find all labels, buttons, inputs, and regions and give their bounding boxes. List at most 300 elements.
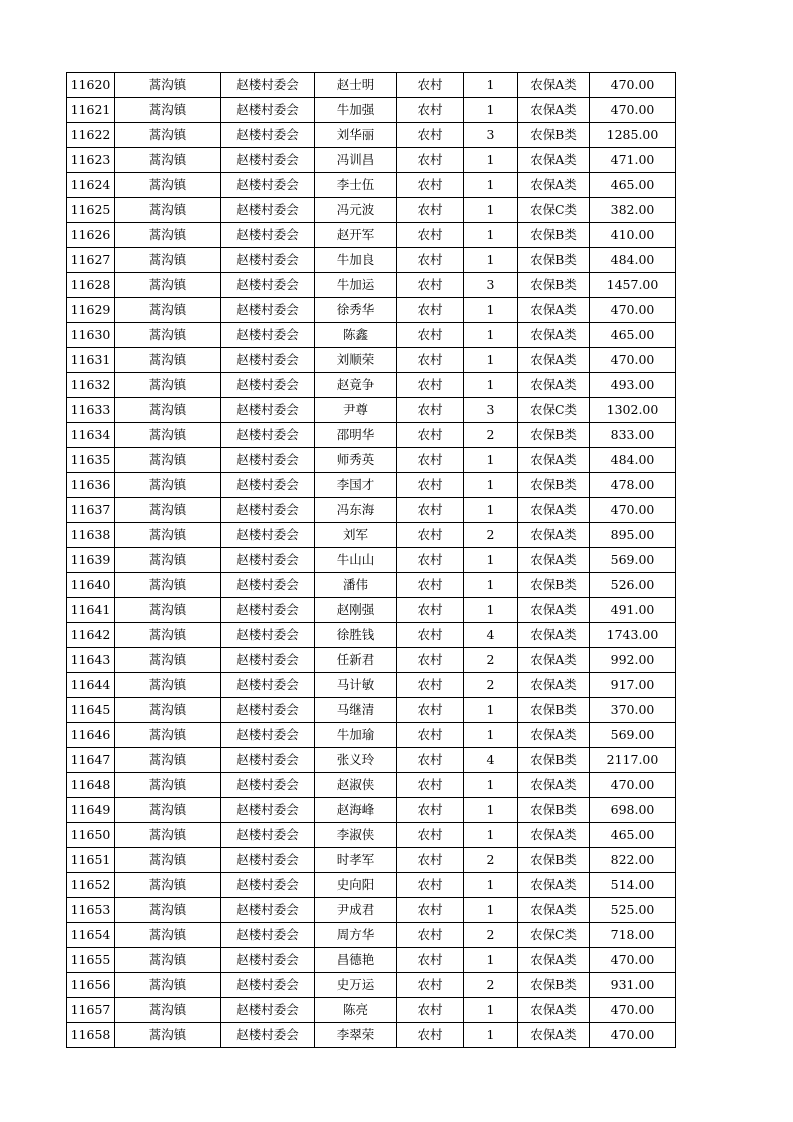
- village-committee-cell: 赵楼村委会: [221, 598, 315, 623]
- village-committee-cell: 赵楼村委会: [221, 798, 315, 823]
- row-id-cell: 11620: [67, 73, 115, 98]
- category-cell: 农保B类: [518, 698, 590, 723]
- category-cell: 农保A类: [518, 673, 590, 698]
- town-cell: 蒿沟镇: [115, 573, 221, 598]
- town-cell: 蒿沟镇: [115, 123, 221, 148]
- area-type-cell: 农村: [397, 873, 464, 898]
- name-cell: 李淑侠: [315, 823, 397, 848]
- area-type-cell: 农村: [397, 998, 464, 1023]
- amount-cell: 526.00: [590, 573, 676, 598]
- name-cell: 牛山山: [315, 548, 397, 573]
- row-id-cell: 11627: [67, 248, 115, 273]
- table-row: [67, 148, 676, 173]
- name-cell: 刘顺荣: [315, 348, 397, 373]
- name-cell: 徐秀华: [315, 298, 397, 323]
- household-size-cell: 1: [464, 173, 518, 198]
- name-cell: 赵开军: [315, 223, 397, 248]
- amount-cell: 895.00: [590, 523, 676, 548]
- name-cell: 尹成君: [315, 898, 397, 923]
- amount-cell: 470.00: [590, 348, 676, 373]
- row-id-cell: 11649: [67, 798, 115, 823]
- household-size-cell: 2: [464, 423, 518, 448]
- village-committee-cell: 赵楼村委会: [221, 1023, 315, 1048]
- area-type-cell: 农村: [397, 948, 464, 973]
- amount-cell: 1285.00: [590, 123, 676, 148]
- village-committee-cell: 赵楼村委会: [221, 148, 315, 173]
- name-cell: 赵海峰: [315, 798, 397, 823]
- category-cell: 农保A类: [518, 523, 590, 548]
- category-cell: 农保B类: [518, 423, 590, 448]
- amount-cell: 410.00: [590, 223, 676, 248]
- household-size-cell: 3: [464, 123, 518, 148]
- village-committee-cell: 赵楼村委会: [221, 248, 315, 273]
- category-cell: 农保A类: [518, 373, 590, 398]
- amount-cell: 698.00: [590, 798, 676, 823]
- name-cell: 陈鑫: [315, 323, 397, 348]
- village-committee-cell: 赵楼村委会: [221, 873, 315, 898]
- row-id-cell: 11652: [67, 873, 115, 898]
- name-cell: 史万运: [315, 973, 397, 998]
- category-cell: 农保B类: [518, 273, 590, 298]
- amount-cell: 1302.00: [590, 398, 676, 423]
- town-cell: 蒿沟镇: [115, 748, 221, 773]
- town-cell: 蒿沟镇: [115, 448, 221, 473]
- household-size-cell: 1: [464, 498, 518, 523]
- village-committee-cell: 赵楼村委会: [221, 173, 315, 198]
- village-committee-cell: 赵楼村委会: [221, 823, 315, 848]
- household-size-cell: 1: [464, 348, 518, 373]
- row-id-cell: 11633: [67, 398, 115, 423]
- household-size-cell: 2: [464, 673, 518, 698]
- row-id-cell: 11644: [67, 673, 115, 698]
- amount-cell: 514.00: [590, 873, 676, 898]
- name-cell: 昌德艳: [315, 948, 397, 973]
- household-size-cell: 2: [464, 923, 518, 948]
- row-id-cell: 11645: [67, 698, 115, 723]
- name-cell: 冯元波: [315, 198, 397, 223]
- amount-cell: 931.00: [590, 973, 676, 998]
- row-id-cell: 11635: [67, 448, 115, 473]
- table-row: [67, 748, 676, 773]
- name-cell: 陈亮: [315, 998, 397, 1023]
- household-size-cell: 1: [464, 948, 518, 973]
- area-type-cell: 农村: [397, 173, 464, 198]
- village-committee-cell: 赵楼村委会: [221, 423, 315, 448]
- table-row: [67, 573, 676, 598]
- area-type-cell: 农村: [397, 523, 464, 548]
- table-row: [67, 98, 676, 123]
- town-cell: 蒿沟镇: [115, 348, 221, 373]
- category-cell: 农保A类: [518, 148, 590, 173]
- category-cell: 农保A类: [518, 1023, 590, 1048]
- household-size-cell: 1: [464, 823, 518, 848]
- name-cell: 张义玲: [315, 748, 397, 773]
- table-row: [67, 373, 676, 398]
- household-size-cell: 1: [464, 323, 518, 348]
- village-committee-cell: 赵楼村委会: [221, 223, 315, 248]
- village-committee-cell: 赵楼村委会: [221, 948, 315, 973]
- village-committee-cell: 赵楼村委会: [221, 373, 315, 398]
- household-size-cell: 1: [464, 1023, 518, 1048]
- village-committee-cell: 赵楼村委会: [221, 198, 315, 223]
- town-cell: 蒿沟镇: [115, 523, 221, 548]
- area-type-cell: 农村: [397, 598, 464, 623]
- row-id-cell: 11623: [67, 148, 115, 173]
- area-type-cell: 农村: [397, 498, 464, 523]
- name-cell: 师秀英: [315, 448, 397, 473]
- village-committee-cell: 赵楼村委会: [221, 548, 315, 573]
- town-cell: 蒿沟镇: [115, 198, 221, 223]
- town-cell: 蒿沟镇: [115, 773, 221, 798]
- category-cell: 农保A类: [518, 498, 590, 523]
- row-id-cell: 11648: [67, 773, 115, 798]
- village-committee-cell: 赵楼村委会: [221, 573, 315, 598]
- row-id-cell: 11621: [67, 98, 115, 123]
- area-type-cell: 农村: [397, 423, 464, 448]
- name-cell: 马计敏: [315, 673, 397, 698]
- category-cell: 农保A类: [518, 898, 590, 923]
- area-type-cell: 农村: [397, 673, 464, 698]
- name-cell: 徐胜钱: [315, 623, 397, 648]
- village-committee-cell: 赵楼村委会: [221, 648, 315, 673]
- area-type-cell: 农村: [397, 698, 464, 723]
- category-cell: 农保A类: [518, 298, 590, 323]
- category-cell: 农保A类: [518, 98, 590, 123]
- category-cell: 农保A类: [518, 998, 590, 1023]
- name-cell: 赵士明: [315, 73, 397, 98]
- table-row: [67, 298, 676, 323]
- area-type-cell: 农村: [397, 973, 464, 998]
- amount-cell: 465.00: [590, 323, 676, 348]
- table-row: [67, 898, 676, 923]
- village-committee-cell: 赵楼村委会: [221, 98, 315, 123]
- name-cell: 赵竟争: [315, 373, 397, 398]
- row-id-cell: 11643: [67, 648, 115, 673]
- town-cell: 蒿沟镇: [115, 998, 221, 1023]
- town-cell: 蒿沟镇: [115, 148, 221, 173]
- category-cell: 农保B类: [518, 473, 590, 498]
- town-cell: 蒿沟镇: [115, 823, 221, 848]
- village-committee-cell: 赵楼村委会: [221, 773, 315, 798]
- row-id-cell: 11650: [67, 823, 115, 848]
- household-size-cell: 1: [464, 723, 518, 748]
- town-cell: 蒿沟镇: [115, 423, 221, 448]
- town-cell: 蒿沟镇: [115, 273, 221, 298]
- row-id-cell: 11654: [67, 923, 115, 948]
- household-size-cell: 4: [464, 748, 518, 773]
- table-row: [67, 498, 676, 523]
- town-cell: 蒿沟镇: [115, 98, 221, 123]
- town-cell: 蒿沟镇: [115, 848, 221, 873]
- area-type-cell: 农村: [397, 823, 464, 848]
- amount-cell: 382.00: [590, 198, 676, 223]
- name-cell: 任新君: [315, 648, 397, 673]
- amount-cell: 1743.00: [590, 623, 676, 648]
- town-cell: 蒿沟镇: [115, 723, 221, 748]
- town-cell: 蒿沟镇: [115, 873, 221, 898]
- amount-cell: 833.00: [590, 423, 676, 448]
- category-cell: 农保B类: [518, 223, 590, 248]
- table-row: [67, 648, 676, 673]
- name-cell: 史向阳: [315, 873, 397, 898]
- table-row: [67, 248, 676, 273]
- name-cell: 赵淑侠: [315, 773, 397, 798]
- row-id-cell: 11631: [67, 348, 115, 373]
- row-id-cell: 11625: [67, 198, 115, 223]
- village-committee-cell: 赵楼村委会: [221, 498, 315, 523]
- category-cell: 农保A类: [518, 823, 590, 848]
- table-row: [67, 73, 676, 98]
- row-id-cell: 11632: [67, 373, 115, 398]
- area-type-cell: 农村: [397, 473, 464, 498]
- amount-cell: 470.00: [590, 98, 676, 123]
- amount-cell: 478.00: [590, 473, 676, 498]
- area-type-cell: 农村: [397, 148, 464, 173]
- table-row: [67, 548, 676, 573]
- table-row: [67, 1023, 676, 1048]
- table-row: [67, 423, 676, 448]
- amount-cell: 569.00: [590, 723, 676, 748]
- name-cell: 冯东海: [315, 498, 397, 523]
- area-type-cell: 农村: [397, 298, 464, 323]
- area-type-cell: 农村: [397, 198, 464, 223]
- table-row: [67, 623, 676, 648]
- household-size-cell: 1: [464, 998, 518, 1023]
- household-size-cell: 1: [464, 223, 518, 248]
- name-cell: 周方华: [315, 923, 397, 948]
- town-cell: 蒿沟镇: [115, 673, 221, 698]
- household-size-cell: 1: [464, 798, 518, 823]
- table-row: [67, 798, 676, 823]
- category-cell: 农保A类: [518, 623, 590, 648]
- amount-cell: 465.00: [590, 823, 676, 848]
- roster-body: [67, 73, 676, 1048]
- row-id-cell: 11630: [67, 323, 115, 348]
- household-size-cell: 1: [464, 773, 518, 798]
- amount-cell: 1457.00: [590, 273, 676, 298]
- village-committee-cell: 赵楼村委会: [221, 923, 315, 948]
- roster-table: [66, 72, 676, 1048]
- name-cell: 刘华丽: [315, 123, 397, 148]
- area-type-cell: 农村: [397, 548, 464, 573]
- town-cell: 蒿沟镇: [115, 623, 221, 648]
- area-type-cell: 农村: [397, 123, 464, 148]
- village-committee-cell: 赵楼村委会: [221, 898, 315, 923]
- amount-cell: 569.00: [590, 548, 676, 573]
- row-id-cell: 11626: [67, 223, 115, 248]
- village-committee-cell: 赵楼村委会: [221, 698, 315, 723]
- town-cell: 蒿沟镇: [115, 923, 221, 948]
- amount-cell: 470.00: [590, 498, 676, 523]
- category-cell: 农保A类: [518, 73, 590, 98]
- row-id-cell: 11629: [67, 298, 115, 323]
- village-committee-cell: 赵楼村委会: [221, 623, 315, 648]
- household-size-cell: 4: [464, 623, 518, 648]
- household-size-cell: 1: [464, 448, 518, 473]
- area-type-cell: 农村: [397, 73, 464, 98]
- village-committee-cell: 赵楼村委会: [221, 523, 315, 548]
- row-id-cell: 11647: [67, 748, 115, 773]
- village-committee-cell: 赵楼村委会: [221, 348, 315, 373]
- category-cell: 农保B类: [518, 123, 590, 148]
- table-row: [67, 323, 676, 348]
- town-cell: 蒿沟镇: [115, 648, 221, 673]
- area-type-cell: 农村: [397, 573, 464, 598]
- village-committee-cell: 赵楼村委会: [221, 273, 315, 298]
- table-row: [67, 348, 676, 373]
- amount-cell: 470.00: [590, 73, 676, 98]
- area-type-cell: 农村: [397, 348, 464, 373]
- row-id-cell: 11646: [67, 723, 115, 748]
- amount-cell: 470.00: [590, 298, 676, 323]
- table-row: [67, 998, 676, 1023]
- category-cell: 农保A类: [518, 173, 590, 198]
- area-type-cell: 农村: [397, 323, 464, 348]
- table-row: [67, 198, 676, 223]
- household-size-cell: 1: [464, 148, 518, 173]
- amount-cell: 491.00: [590, 598, 676, 623]
- category-cell: 农保A类: [518, 323, 590, 348]
- household-size-cell: 1: [464, 548, 518, 573]
- household-size-cell: 1: [464, 873, 518, 898]
- household-size-cell: 1: [464, 98, 518, 123]
- name-cell: 牛加良: [315, 248, 397, 273]
- town-cell: 蒿沟镇: [115, 948, 221, 973]
- town-cell: 蒿沟镇: [115, 298, 221, 323]
- amount-cell: 470.00: [590, 948, 676, 973]
- amount-cell: 2117.00: [590, 748, 676, 773]
- area-type-cell: 农村: [397, 648, 464, 673]
- village-committee-cell: 赵楼村委会: [221, 748, 315, 773]
- village-committee-cell: 赵楼村委会: [221, 398, 315, 423]
- row-id-cell: 11637: [67, 498, 115, 523]
- name-cell: 潘伟: [315, 573, 397, 598]
- name-cell: 牛加瑜: [315, 723, 397, 748]
- category-cell: 农保A类: [518, 648, 590, 673]
- table-row: [67, 173, 676, 198]
- village-committee-cell: 赵楼村委会: [221, 998, 315, 1023]
- household-size-cell: 2: [464, 973, 518, 998]
- household-size-cell: 2: [464, 848, 518, 873]
- table-row: [67, 823, 676, 848]
- category-cell: 农保C类: [518, 198, 590, 223]
- table-row: [67, 473, 676, 498]
- area-type-cell: 农村: [397, 798, 464, 823]
- row-id-cell: 11642: [67, 623, 115, 648]
- area-type-cell: 农村: [397, 723, 464, 748]
- category-cell: 农保B类: [518, 848, 590, 873]
- table-row: [67, 973, 676, 998]
- table-row: [67, 848, 676, 873]
- town-cell: 蒿沟镇: [115, 248, 221, 273]
- name-cell: 李士伍: [315, 173, 397, 198]
- household-size-cell: 1: [464, 598, 518, 623]
- town-cell: 蒿沟镇: [115, 1023, 221, 1048]
- name-cell: 赵刚强: [315, 598, 397, 623]
- household-size-cell: 1: [464, 373, 518, 398]
- table-row: [67, 523, 676, 548]
- village-committee-cell: 赵楼村委会: [221, 473, 315, 498]
- category-cell: 农保B类: [518, 573, 590, 598]
- household-size-cell: 1: [464, 298, 518, 323]
- category-cell: 农保C类: [518, 398, 590, 423]
- area-type-cell: 农村: [397, 923, 464, 948]
- row-id-cell: 11634: [67, 423, 115, 448]
- row-id-cell: 11636: [67, 473, 115, 498]
- row-id-cell: 11638: [67, 523, 115, 548]
- category-cell: 农保B类: [518, 973, 590, 998]
- table-row: [67, 673, 676, 698]
- town-cell: 蒿沟镇: [115, 398, 221, 423]
- amount-cell: 822.00: [590, 848, 676, 873]
- town-cell: 蒿沟镇: [115, 173, 221, 198]
- town-cell: 蒿沟镇: [115, 73, 221, 98]
- town-cell: 蒿沟镇: [115, 323, 221, 348]
- household-size-cell: 2: [464, 648, 518, 673]
- amount-cell: 470.00: [590, 998, 676, 1023]
- area-type-cell: 农村: [397, 748, 464, 773]
- name-cell: 李国才: [315, 473, 397, 498]
- town-cell: 蒿沟镇: [115, 223, 221, 248]
- category-cell: 农保A类: [518, 723, 590, 748]
- area-type-cell: 农村: [397, 223, 464, 248]
- name-cell: 时孝军: [315, 848, 397, 873]
- row-id-cell: 11657: [67, 998, 115, 1023]
- household-size-cell: 3: [464, 398, 518, 423]
- category-cell: 农保A类: [518, 448, 590, 473]
- name-cell: 尹尊: [315, 398, 397, 423]
- category-cell: 农保A类: [518, 548, 590, 573]
- town-cell: 蒿沟镇: [115, 698, 221, 723]
- area-type-cell: 农村: [397, 773, 464, 798]
- row-id-cell: 11651: [67, 848, 115, 873]
- village-committee-cell: 赵楼村委会: [221, 673, 315, 698]
- town-cell: 蒿沟镇: [115, 548, 221, 573]
- area-type-cell: 农村: [397, 373, 464, 398]
- household-size-cell: 1: [464, 198, 518, 223]
- category-cell: 农保A类: [518, 773, 590, 798]
- amount-cell: 992.00: [590, 648, 676, 673]
- amount-cell: 470.00: [590, 1023, 676, 1048]
- table-row: [67, 948, 676, 973]
- area-type-cell: 农村: [397, 98, 464, 123]
- name-cell: 牛加运: [315, 273, 397, 298]
- amount-cell: 525.00: [590, 898, 676, 923]
- name-cell: 刘军: [315, 523, 397, 548]
- category-cell: 农保B类: [518, 798, 590, 823]
- household-size-cell: 1: [464, 73, 518, 98]
- row-id-cell: 11640: [67, 573, 115, 598]
- category-cell: 农保A类: [518, 598, 590, 623]
- amount-cell: 493.00: [590, 373, 676, 398]
- town-cell: 蒿沟镇: [115, 373, 221, 398]
- household-size-cell: 3: [464, 273, 518, 298]
- village-committee-cell: 赵楼村委会: [221, 973, 315, 998]
- household-size-cell: 1: [464, 473, 518, 498]
- amount-cell: 471.00: [590, 148, 676, 173]
- area-type-cell: 农村: [397, 848, 464, 873]
- row-id-cell: 11628: [67, 273, 115, 298]
- village-committee-cell: 赵楼村委会: [221, 298, 315, 323]
- household-size-cell: 2: [464, 523, 518, 548]
- name-cell: 牛加强: [315, 98, 397, 123]
- amount-cell: 465.00: [590, 173, 676, 198]
- village-committee-cell: 赵楼村委会: [221, 73, 315, 98]
- town-cell: 蒿沟镇: [115, 473, 221, 498]
- table-row: [67, 448, 676, 473]
- household-size-cell: 1: [464, 698, 518, 723]
- row-id-cell: 11653: [67, 898, 115, 923]
